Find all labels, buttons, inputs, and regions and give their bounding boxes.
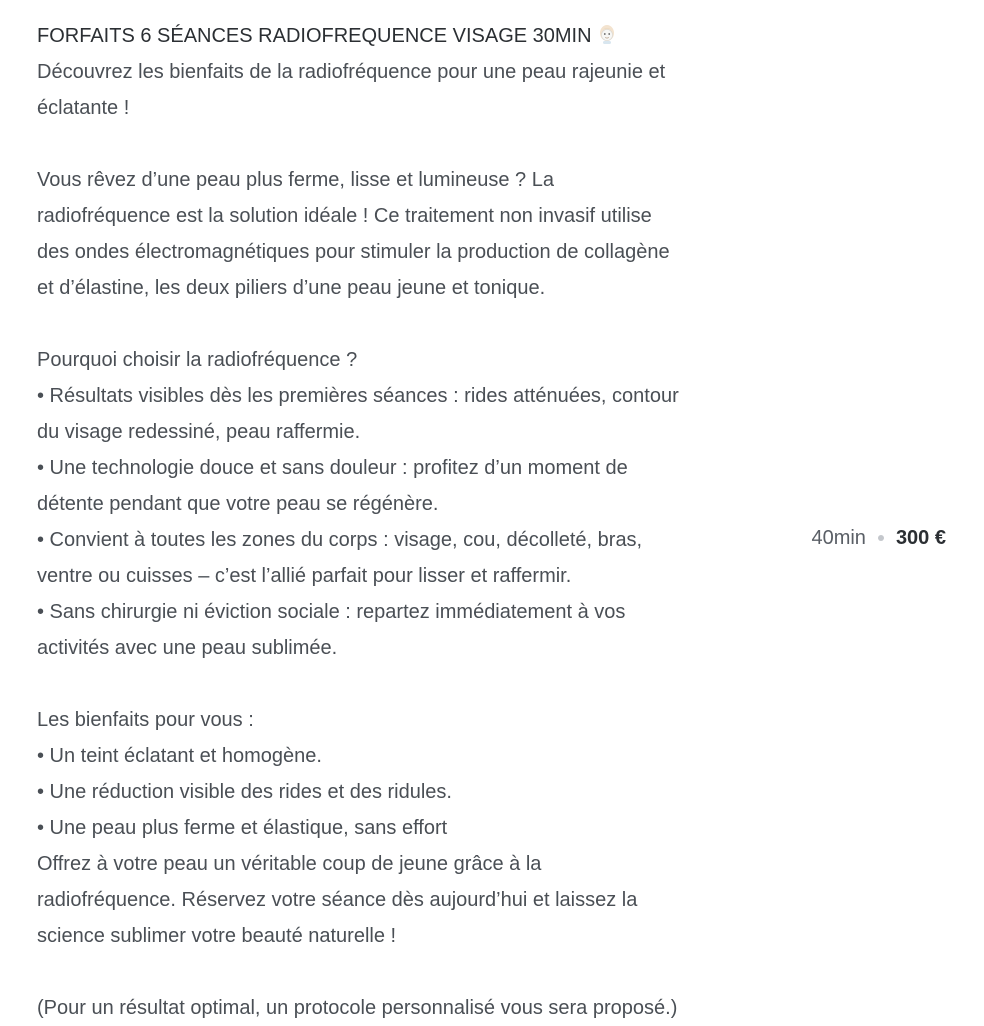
separator-dot xyxy=(878,535,884,541)
description-line: du visage redessiné, peau raffermie. xyxy=(37,421,361,443)
paragraph-spacer xyxy=(37,666,777,702)
paragraph-spacer xyxy=(37,306,777,342)
description-line: • Une peau plus ferme et élastique, sans effort xyxy=(37,817,448,839)
description-line: science sublimer votre beauté naturelle ! xyxy=(37,925,397,947)
description-line: (Pour un résultat optimal, un protocole personnalisé vous sera proposé.) xyxy=(37,997,678,1019)
service-title: FORFAITS 6 SÉANCES RADIOFREQUENCE VISAGE 30MIN xyxy=(37,25,592,47)
service-price: 300 € xyxy=(895,527,946,549)
service-description xyxy=(37,18,777,1026)
description-line: détente pendant que votre peau se régénère. xyxy=(37,493,439,515)
service-title-line xyxy=(37,18,777,54)
service-duration: 40min xyxy=(811,527,866,549)
description-line: Offrez à votre peau un véritable coup de jeune grâce à la xyxy=(37,853,542,875)
description-line: • Une réduction visible des rides et des ridules. xyxy=(37,781,452,803)
description-line: Les bienfaits pour vous : xyxy=(37,709,254,731)
description-line: • Sans chirurgie ni éviction sociale : repartez immédiatement à vos xyxy=(37,601,626,623)
description-line: et d’élastine, les deux piliers d’une peau jeune et tonique. xyxy=(37,277,546,299)
description-line: • Résultats visibles dès les premières séances : rides atténuées, contour xyxy=(37,385,679,407)
service-meta xyxy=(811,520,946,556)
description-line: • Un teint éclatant et homogène. xyxy=(37,745,322,767)
description-line: Découvrez les bienfaits de la radiofréquence pour une peau rajeunie et xyxy=(37,61,666,83)
description-line: radiofréquence. Réservez votre séance dès aujourd’hui et laissez la xyxy=(37,889,638,911)
description-line: • Convient à toutes les zones du corps : visage, cou, décolleté, bras, xyxy=(37,529,643,551)
paragraph-spacer xyxy=(37,126,777,162)
paragraph-spacer xyxy=(37,954,777,990)
description-line: • Une technologie douce et sans douleur : profitez d’un moment de xyxy=(37,457,628,479)
description-line: éclatante ! xyxy=(37,97,130,119)
description-line: des ondes électromagnétiques pour stimuler la production de collagène xyxy=(37,241,670,263)
description-line: Vous rêvez d’une peau plus ferme, lisse et lumineuse ? La xyxy=(37,169,554,191)
description-line: activités avec une peau sublimée. xyxy=(37,637,338,659)
description-line: ventre ou cuisses – c’est l’allié parfait pour lisser et raffermir. xyxy=(37,565,572,587)
description-line: Pourquoi choisir la radiofréquence ? xyxy=(37,349,358,371)
description-line: radiofréquence est la solution idéale ! Ce traitement non invasif utilise xyxy=(37,205,652,227)
face-mask-emoji-icon xyxy=(598,20,616,40)
service-description-lines xyxy=(37,54,777,1026)
